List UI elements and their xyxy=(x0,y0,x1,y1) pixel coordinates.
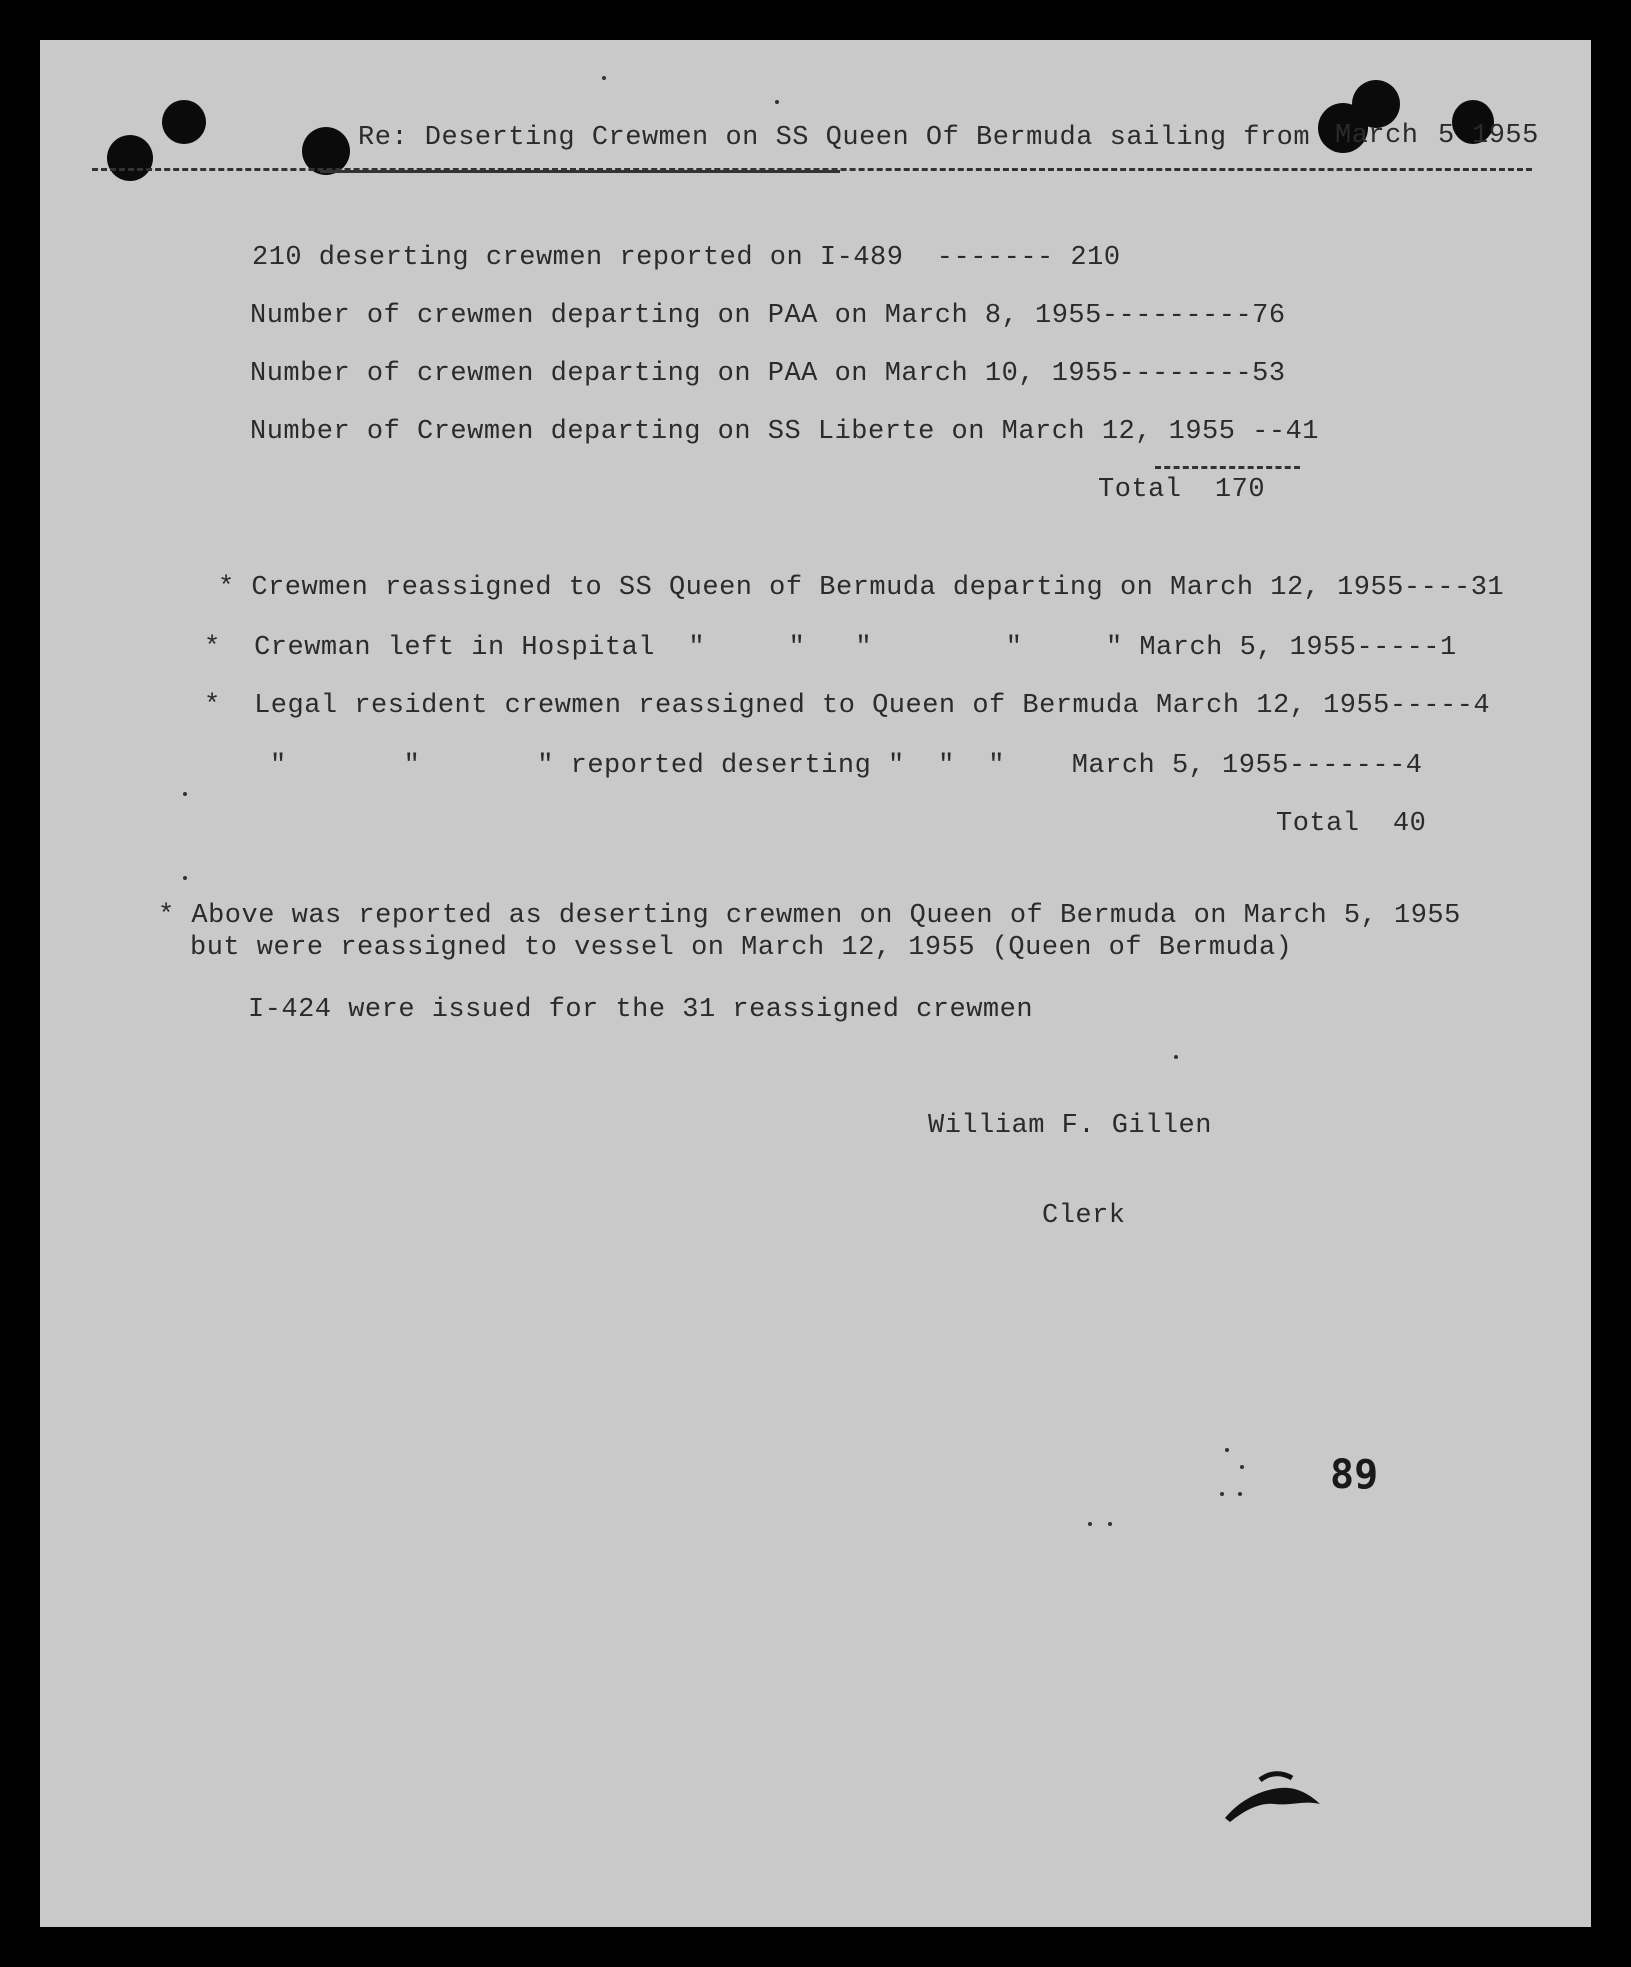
punch-hole xyxy=(162,100,206,144)
section2-total: Total 40 xyxy=(1276,809,1427,839)
signature-name: William F. Gillen xyxy=(928,1111,1212,1141)
issued-line: I-424 were issued for the 31 reassigned crewmen xyxy=(248,995,1034,1025)
liberte-march-12-line: Number of Crewmen departing on SS Liberte on March 12, 1955 --41 xyxy=(250,417,1319,447)
speck xyxy=(1174,1055,1178,1059)
speck xyxy=(1220,1492,1224,1496)
speck xyxy=(1240,1465,1244,1469)
speck xyxy=(1088,1522,1092,1526)
signature-title: Clerk xyxy=(1042,1201,1126,1231)
note-line-2: but were reassigned to vessel on March 12, 1955 (Queen of Bermuda) xyxy=(190,933,1293,963)
speck xyxy=(1108,1522,1112,1526)
subject-month: March xyxy=(1335,121,1419,151)
speck xyxy=(183,876,187,880)
legal-resident-line: * Legal resident crewmen reassigned to Queen of Bermuda March 12, 1955-----4 xyxy=(204,691,1491,721)
document-page xyxy=(40,40,1591,1927)
note-line-1: * Above was reported as deserting crewmen on Queen of Bermuda on March 5, 1955 xyxy=(158,901,1461,931)
speck xyxy=(1225,1448,1229,1452)
speck xyxy=(775,100,779,104)
speck xyxy=(183,792,187,796)
total-rule xyxy=(1155,466,1300,469)
header-rule-solid xyxy=(320,170,840,173)
reassigned-line: * Crewmen reassigned to SS Queen of Bermuda departing on March 12, 1955----31 xyxy=(218,573,1505,603)
section1-total: Total 170 xyxy=(1098,475,1266,505)
page-number: 89 xyxy=(1330,1452,1379,1498)
subject-day: 5 xyxy=(1438,121,1455,151)
speck xyxy=(1238,1492,1242,1496)
subject-line: Re: Deserting Crewmen on SS Queen Of Bermuda sailing from xyxy=(358,123,1311,153)
speck xyxy=(602,76,606,80)
punch-hole xyxy=(107,135,153,181)
ink-stamp-mark xyxy=(1220,1760,1330,1830)
deserters-reported-line: 210 deserting crewmen reported on I-489 ------- 210 xyxy=(252,243,1121,273)
subject-year: 1955 xyxy=(1472,121,1539,151)
paa-march-10-line: Number of crewmen departing on PAA on March 10, 1955--------53 xyxy=(250,359,1286,389)
hospital-line: * Crewman left in Hospital " " " " " March 5, 1955-----1 xyxy=(204,633,1457,663)
paa-march-8-line: Number of crewmen departing on PAA on March 8, 1955---------76 xyxy=(250,301,1286,331)
reported-deserting-line: " " " reported deserting " " " March 5, 1955-------4 xyxy=(270,751,1423,781)
